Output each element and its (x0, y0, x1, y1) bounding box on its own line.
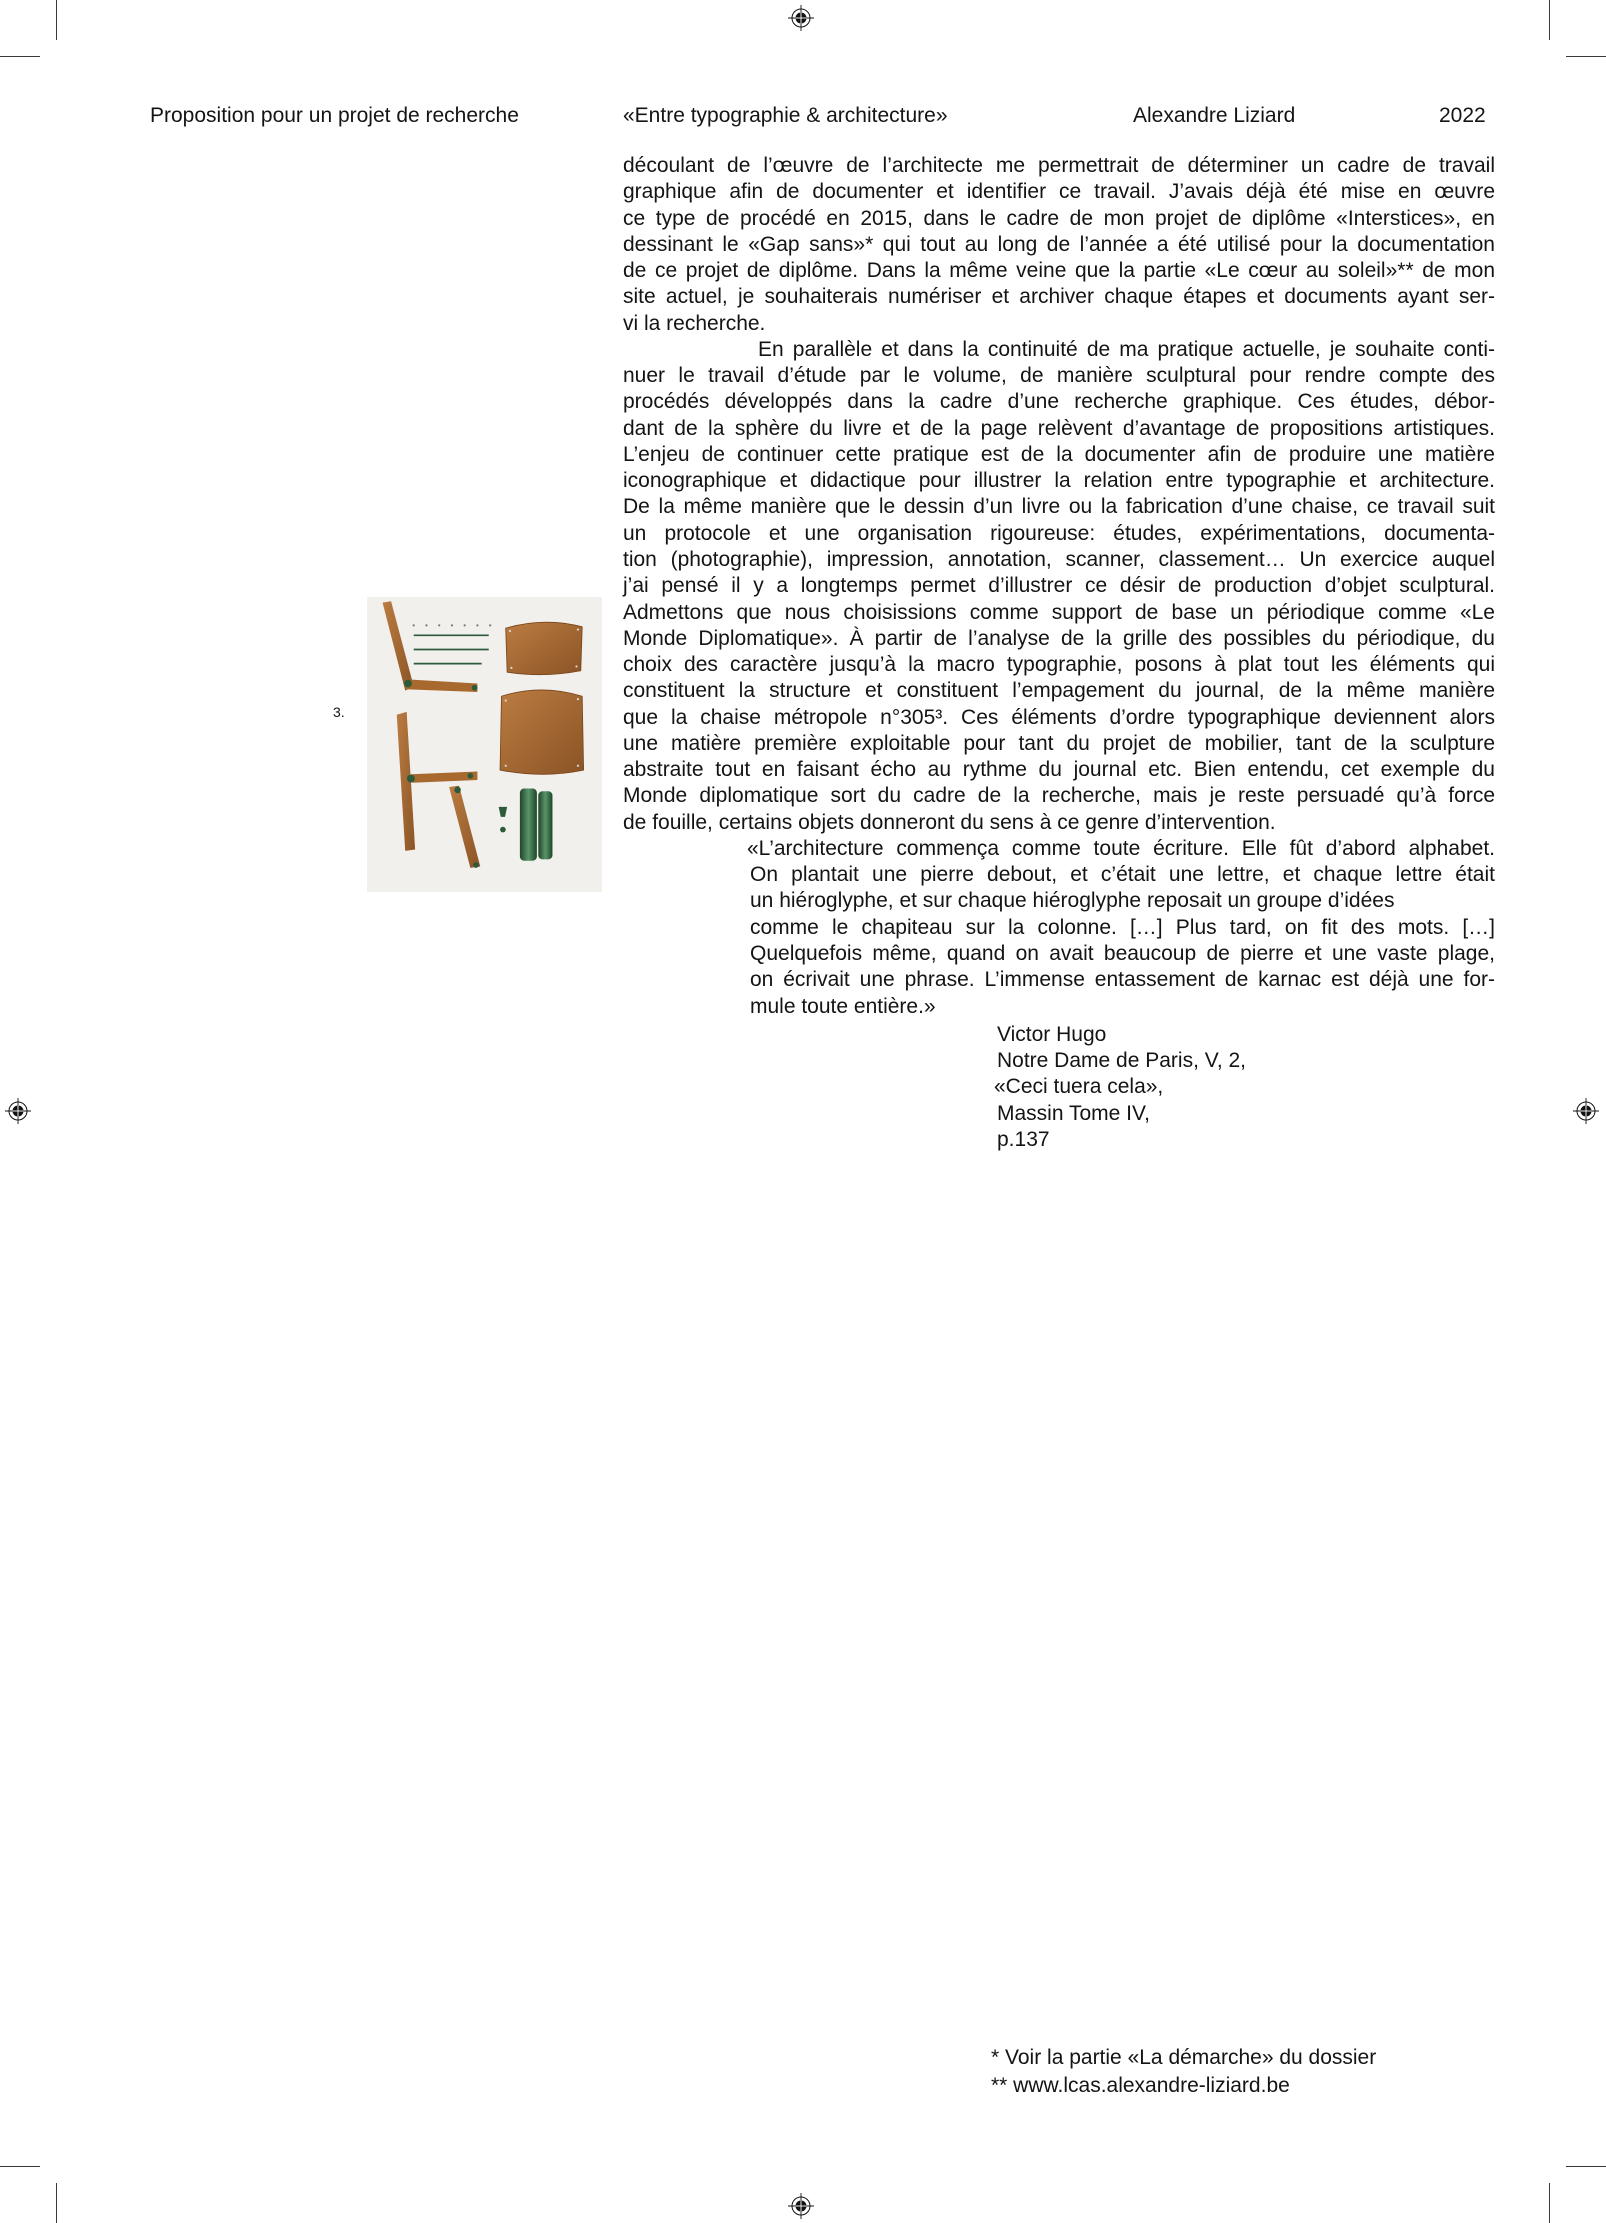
citation-line: Notre Dame de Paris, V, 2, (997, 1049, 1247, 1073)
registration-mark-right-icon (1572, 1097, 1600, 1125)
text-line: De la même manière que le dessin d’un livre ou la fabrication d’une chaise, ce travail suit (623, 495, 1495, 519)
text-line: constituent la structure et constituent l’empagement du journal, de la même manière (623, 679, 1495, 703)
registration-mark-top-icon (787, 4, 815, 32)
text-line: vi la recherche. (623, 311, 766, 335)
text-line: abstraite tout en faisant écho au rythme du journal etc. Bien entendu, cet exemple du (623, 758, 1495, 782)
crop-mark-top-right-h (1566, 56, 1606, 57)
text-line: site actuel, je souhaiterais numériser et archiver chaque étapes et documents ayant ser- (623, 285, 1495, 309)
header-year: 2022 (1439, 104, 1486, 127)
text-line: de ce projet de diplôme. Dans la même veine que la partie «Le cœur au soleil»** de mon (623, 259, 1495, 283)
quote-line: On plantait une pierre debout, et c’était une lettre, et chaque lettre était (750, 863, 1495, 887)
quote-line: comme le chapiteau sur la colonne. […] Plus tard, on fit des mots. […] (750, 915, 1495, 939)
text-line: procédés développés dans la cadre d’une recherche graphique. Ces études, débor- (623, 390, 1495, 414)
citation-line: Victor Hugo (997, 1022, 1107, 1046)
crop-mark-top-left-v (56, 0, 57, 40)
text-line: tion (photographie), impression, annotation, scanner, classement… Un exercice auquel (623, 547, 1495, 571)
quote-line: un hiéroglyphe, et sur chaque hiéroglyphe reposait un groupe d’idées (750, 889, 1395, 913)
header-title: «Entre typographie & architecture» (623, 104, 948, 127)
seat-piece (500, 690, 584, 774)
chair-parts-photo (367, 597, 602, 892)
quote-line: Quelquefois même, quand on avait beaucoup de pierre et une vaste plage, (750, 941, 1495, 965)
quote-line: on écrivait une phrase. L’immense entassement de karnac est déjà une for- (750, 968, 1495, 992)
text-line: de fouille, certains objets donneront du sens à ce genre d’intervention. (623, 810, 1276, 834)
text-line: graphique afin de documenter et identifier ce travail. J’avais déjà été mise en œuvre (623, 180, 1495, 204)
footnote-2: ** www.lcas.alexandre-liziard.be (991, 2074, 1290, 2098)
quote-line: mule toute entière.» (750, 994, 936, 1018)
text-line: nuer le travail d’étude par le volume, de manière sculptural pour rendre compte des (623, 364, 1495, 388)
text-line: une matière première exploitable pour tant du projet de mobilier, tant de la sculpture (623, 731, 1495, 755)
paragraph-1 (623, 153, 1495, 337)
header-section: Proposition pour un projet de recherche (150, 104, 519, 127)
text-line: découlant de l’œuvre de l’architecte me permettrait de déterminer un cadre de travail (623, 154, 1495, 177)
quote-line: «L’architecture commença comme toute écriture. Elle fût d’abord alphabet. (747, 836, 1495, 860)
crop-mark-bottom-left-v (56, 2183, 57, 2223)
text-line: choix des caractère jusqu’à la macro typographie, posons à plat tout les éléments qui (623, 653, 1495, 677)
citation-line: Massin Tome IV, (997, 1101, 1150, 1125)
block-quote (623, 836, 1495, 1020)
text-line: ce type de procédé en 2015, dans le cadre de mon projet de diplôme «Interstices», en (623, 206, 1495, 230)
text-line: un protocole et une organisation rigoureuse: études, expérimentations, documenta- (623, 521, 1495, 545)
backrest-piece (506, 622, 582, 675)
text-line: dessinant le «Gap sans»* qui tout au long de l’année a été utilisé pour la documentation (623, 232, 1495, 256)
registration-mark-left-icon (4, 1097, 32, 1125)
citation-line: p.137 (997, 1127, 1050, 1151)
citation-line: «Ceci tuera cela», (994, 1075, 1164, 1099)
footnote-1: * Voir la partie «La démarche» du dossier (991, 2046, 1377, 2069)
crop-mark-top-right-v (1549, 0, 1550, 40)
paragraph-2 (623, 337, 1495, 836)
registration-mark-bottom-icon (787, 2192, 815, 2220)
crop-mark-bottom-left-h (0, 2166, 40, 2167)
crop-mark-top-left-h (0, 56, 40, 57)
text-line: dant de la sphère du livre et de la page relèvent d’avantage de propositions artistiques. (623, 416, 1495, 440)
text-line: L’enjeu de continuer cette pratique est de la documenter afin de produire une matière (623, 442, 1495, 466)
text-line: Monde Diplomatique». À partir de l’analyse de la grille des possibles du périodique, du (623, 626, 1495, 650)
text-line: Monde diplomatique sort du cadre de la recherche, mais je reste persuadé qu’à force (623, 784, 1495, 808)
text-line: iconographique et didactique pour illustrer la relation entre typographie et architecture. (623, 469, 1495, 493)
quote-citation (623, 1022, 1495, 1153)
footnotes (991, 2044, 1376, 2101)
header-author: Alexandre Liziard (1133, 104, 1296, 127)
crop-mark-bottom-right-v (1549, 2183, 1550, 2223)
text-line: Admettons que nous choisissions comme support de base un périodique comme «Le (623, 600, 1495, 624)
crop-mark-bottom-right-h (1566, 2166, 1606, 2167)
text-line: que la chaise métropole n°305³. Ces éléments d’ordre typographique deviennent alors (623, 705, 1495, 729)
body-text (623, 153, 1495, 1153)
figure-caption: 3. (333, 704, 345, 720)
text-line: j’ai pensé il y a longtemps permet d’illustrer ce désir de production d’objet sculptural. (623, 574, 1495, 598)
text-line: En parallèle et dans la continuité de ma pratique actuelle, je souhaite conti- (758, 337, 1495, 361)
